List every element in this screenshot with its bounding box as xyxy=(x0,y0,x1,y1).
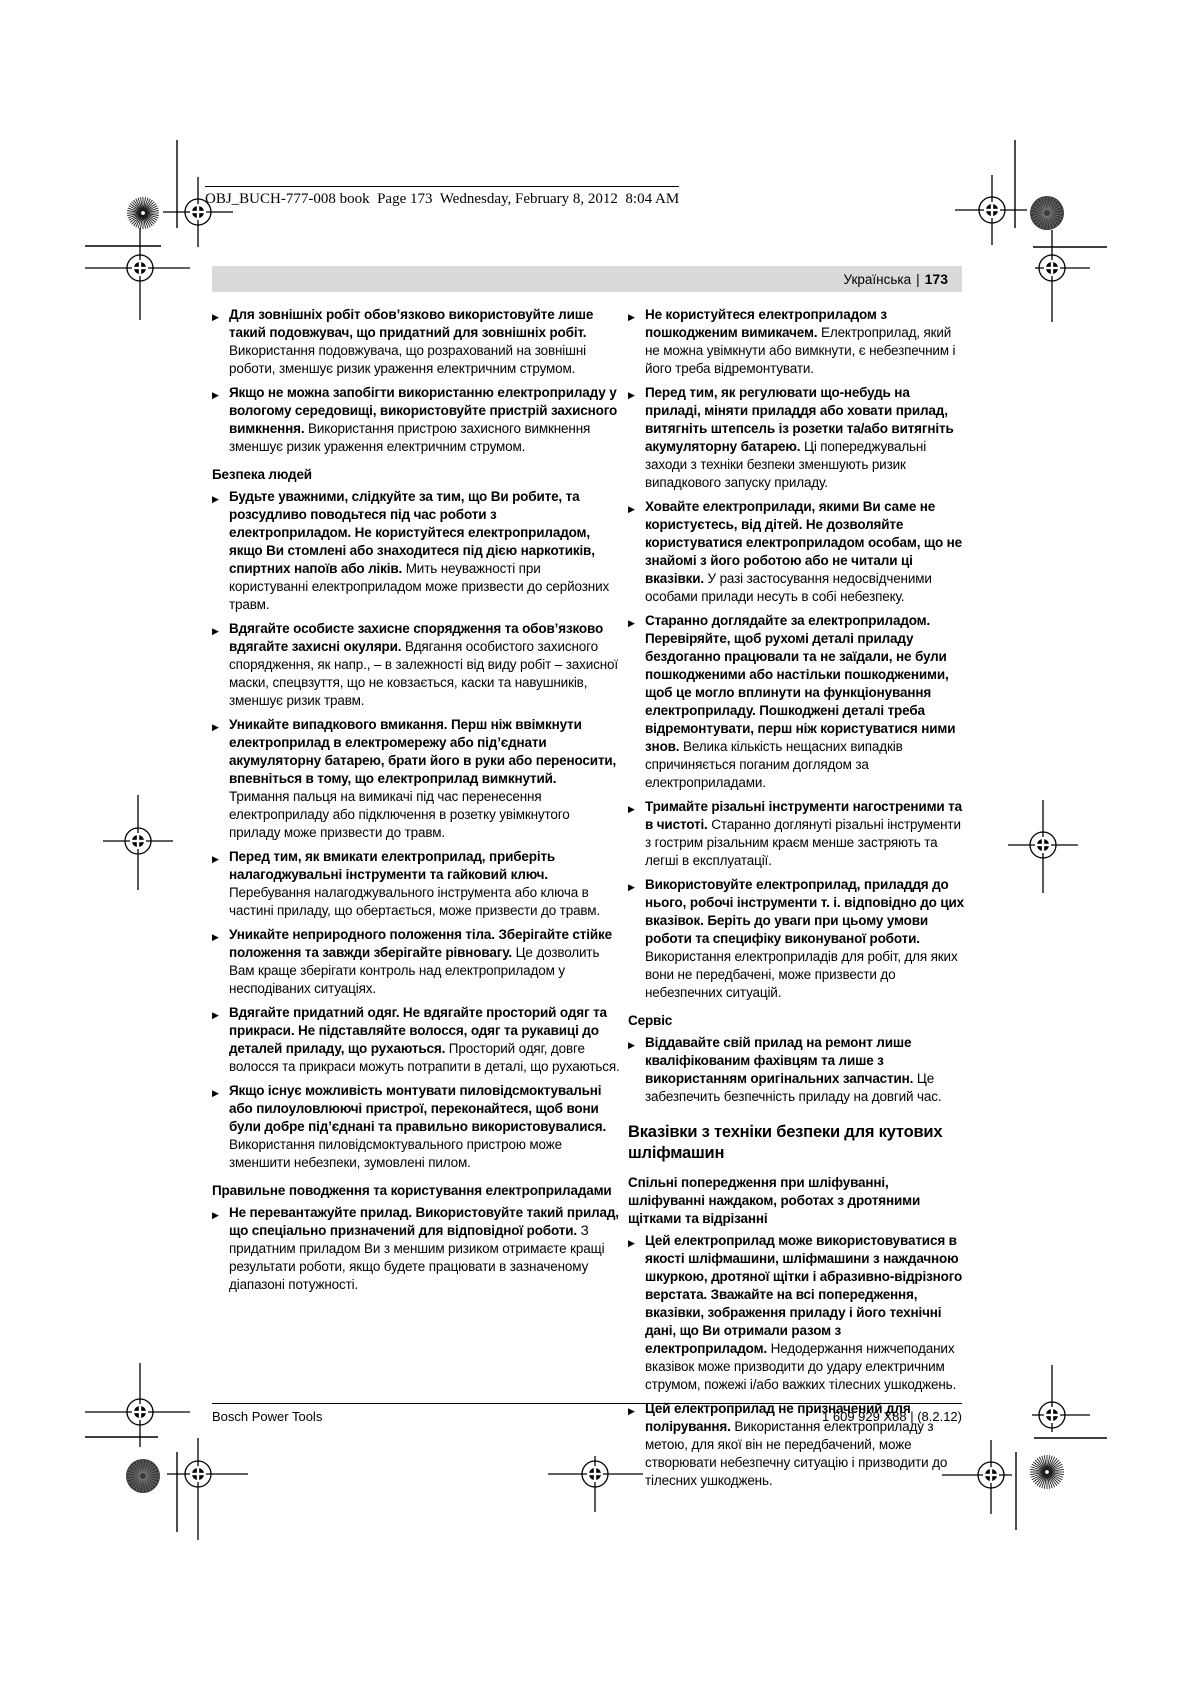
sub-heading: Сервіс xyxy=(628,1013,673,1028)
registration-crosshair-icon xyxy=(85,228,190,320)
registration-crosshair-icon xyxy=(1035,230,1090,322)
triangle-right-icon: ▶ xyxy=(212,390,219,400)
bullet-lead-bold: Перед тим, як регулювати що-небудь на приладі, міняти приладдя або ховати прилад, витягніть штепсель із розетки та/або витягніть акумуляторну батарею. xyxy=(645,385,954,454)
text-column-left xyxy=(212,306,620,1300)
triangle-right-icon: ▶ xyxy=(212,1010,219,1020)
bullet-lead-bold: Цей електроприлад не призначений для полірування. xyxy=(645,1401,911,1434)
bullet-lead-bold: Ховайте електроприлади, якими Ви саме не користуєтесь, від дітей. Не дозволяйте користуватися електроприладом особам, що не знайомі з його роботою або не читали ці вказівки. xyxy=(645,499,963,586)
triangle-right-icon: ▶ xyxy=(628,618,635,628)
bullet-body-text: Старанно доглянуті різальні інструменти з гострим різальним краєм менше застряють та легші в експлуатації. xyxy=(645,817,961,868)
bullet-body-text: Використання подовжувача, що розрахований на зовнішні роботи, зменшує ризик ураження електричним струмом. xyxy=(229,343,586,376)
triangle-right-icon: ▶ xyxy=(628,882,635,892)
bullet-body-text: Велика кількість нещасних випадків спричиняється поганим доглядом за електроприладами. xyxy=(645,739,903,790)
bullet-lead-bold: Вдягайте придатний одяг. Не вдягайте просторий одяг та прикраси. Не підставляйте волосся, одяг та рукавиці до деталей приладу, що рухаються. xyxy=(229,1005,607,1056)
bullet-body-text: Ці попереджувальні заходи з техніки безпеки зменшують ризик випадкового запуску приладу. xyxy=(645,439,927,490)
triangle-right-icon: ▶ xyxy=(628,504,635,514)
sub-heading: Спільні попередження при шліфуванні, шліфуванні наждаком, роботах з дротяними щітками та відрізанні xyxy=(628,1175,921,1226)
safety-bullet-item xyxy=(628,1232,964,1394)
bullet-lead-bold: Тримайте різальні інструменти нагостреними та в чистоті. xyxy=(645,799,962,832)
bullet-lead-bold: Вдягайте особисте захисне спорядження та обов’язково вдягайте захисні окуляри. xyxy=(229,621,604,654)
bullet-body-text: З придатним приладом Ви з меншим ризиком отримаєте кращі результати роботи, якщо будете працювати в зазначеному діапазоні потужності. xyxy=(229,1223,605,1292)
bullet-lead-bold: Будьте уважними, слідкуйте за тим, що Ви робите, та розсудливо поводьтеся під час роботи з електроприладом. Не користуйтеся електроприладом, якщо Ви стомлені або знаходитеся під дією наркотиків, спиртних напоїв або ліків. xyxy=(229,489,595,576)
registration-crosshair-icon xyxy=(1008,800,1078,893)
registration-crosshair-icon xyxy=(103,795,173,890)
bullet-lead-bold: Уникайте випадкового вмикання. Перш ніж ввімкнути електроприлад в електромережу або під’єднати акумуляторну батарею, брати його в руки або переносити, впевніться в тому, що електроприлад вимкнутий. xyxy=(229,717,617,786)
safety-bullet-item xyxy=(212,488,620,614)
bullet-body-text: У разі застосування недосвідченими особами прилади несуть в собі небезпеку. xyxy=(645,571,932,604)
triangle-right-icon: ▶ xyxy=(212,312,219,322)
safety-bullet-item xyxy=(212,1004,620,1076)
triangle-right-icon: ▶ xyxy=(628,804,635,814)
header-language-label: Українська xyxy=(843,271,912,287)
triangle-right-icon: ▶ xyxy=(628,312,635,322)
bullet-body-text: Електроприлад, який не можна увімкнути або вимкнути, є небезпечним і його треба відремонтувати. xyxy=(645,325,956,376)
safety-bullet-item xyxy=(212,716,620,842)
triangle-right-icon: ▶ xyxy=(628,1406,635,1416)
safety-bullet-item xyxy=(628,306,964,378)
bullet-body-text: Використання електроприладу з метою, для якої він не передбачений, може створювати небезпечну ситуацію і призводити до тілесних ушкоджень. xyxy=(645,1419,948,1488)
starburst-color-patch-icon xyxy=(127,197,159,229)
safety-bullet-item xyxy=(212,384,620,456)
triangle-right-icon: ▶ xyxy=(212,494,219,504)
starburst-color-patch-icon xyxy=(1030,1455,1064,1489)
bullet-body-text: Використання пристрою захисного вимкнення зменшує ризик ураження електричним струмом. xyxy=(229,421,591,454)
bullet-body-text: Мить неуважності при користуванні електроприладом може призвести до серйозних травм. xyxy=(229,561,610,612)
header-separator: | xyxy=(916,271,920,287)
triangle-right-icon: ▶ xyxy=(212,854,219,864)
safety-bullet-item xyxy=(212,1204,620,1294)
safety-bullet-item xyxy=(628,1034,964,1106)
sub-heading: Правильне поводження та користування електроприладами xyxy=(212,1183,612,1198)
triangle-right-icon: ▶ xyxy=(212,1088,219,1098)
bullet-lead-bold: Віддавайте свій прилад на ремонт лише кваліфікованим фахівцям та лише з використанням оригінальних запчастин. xyxy=(645,1035,917,1086)
safety-bullet-item xyxy=(628,798,964,870)
safety-bullet-item xyxy=(628,612,964,792)
safety-bullet-item xyxy=(212,848,620,920)
safety-bullet-item xyxy=(628,498,964,606)
footer-publisher: Bosch Power Tools xyxy=(212,1409,323,1424)
footer-doc-number: 1 609 929 X88 | (8.2.12) xyxy=(822,1409,962,1424)
footer-divider xyxy=(212,1403,962,1404)
bullet-lead-bold: Використовуйте електроприлад, приладдя до нього, робочі інструменти т. і. відповідно до цих вказівок. Беріть до уваги при цьому умови роботи та специфіку виконуваної роботи. xyxy=(645,877,964,946)
bullet-lead-bold: Не користуйтеся електроприладом з пошкодженим вимикачем. xyxy=(645,307,887,340)
registration-crosshair-icon xyxy=(85,1363,190,1447)
bullet-lead-bold: Старанно доглядайте за електроприладом. Перевіряйте, щоб рухомі деталі приладу бездоганно працювали та не заїдали, не були пошкодженими або настільки пошкодженими, щоб це могло вплинути на функціонування електроприладу. Пошкоджені деталі треба відремонтувати, перш ніж користуватися ними знов. xyxy=(645,613,956,754)
bullet-body-text: Недодержання нижчеподаних вказівок може призводити до удару електричним струмом, пожежі і/або важких тілесних ушкоджень. xyxy=(645,1341,957,1392)
bullet-lead-bold: Цей електроприлад може використовуватися в якості шліфмашини, шліфмашини з наждачною шкуркою, дротяної щітки і абразивно-відрізного верстата. Зважайте на всі попередження, вказівки, зображення приладу і його технічні дані, що Ви отримали разом з електроприладом. xyxy=(645,1233,963,1356)
sub-heading: Безпека людей xyxy=(212,467,312,482)
bullet-lead-bold: Для зовнішніх робіт обов’язково використовуйте лише такий подовжувач, що придатний для зовнішніх робіт. xyxy=(229,307,594,340)
triangle-right-icon: ▶ xyxy=(212,932,219,942)
triangle-right-icon: ▶ xyxy=(212,1210,219,1220)
bullet-body-text: Перебування налагоджувального інструмента або ключа в частині приладу, що обертається, може призвести до травм. xyxy=(229,885,601,918)
bullet-body-text: Просторий одяг, довге волосся та прикраси можуть потрапити в деталі, що рухаються. xyxy=(229,1041,620,1074)
safety-bullet-item xyxy=(212,1082,620,1172)
framemaker-banner: OBJ_BUCH-777-008 book Page 173 Wednesday, February 8, 2012 8:04 AM xyxy=(205,186,679,208)
page-header-bar xyxy=(212,266,962,292)
bullet-body-text: Вдягання особистого захисного спорядження, як напр., – в залежності від виду робіт – захисної маски, спецвзуття, що не ковзається, каски та навушників, зменшує ризик травм. xyxy=(229,639,618,708)
triangle-right-icon: ▶ xyxy=(628,390,635,400)
triangle-right-icon: ▶ xyxy=(212,722,219,732)
starburst-color-patch-icon xyxy=(126,1459,160,1493)
triangle-right-icon: ▶ xyxy=(212,626,219,636)
bullet-lead-bold: Уникайте неприродного положення тіла. Зберігайте стійке положення та завжди зберігайте рівновагу. xyxy=(229,927,612,960)
bullet-body-text: Це дозволить Вам краще зберігати контроль над електроприладом у несподіваних ситуаціях. xyxy=(229,945,600,996)
registration-crosshair-icon xyxy=(167,1438,248,1540)
starburst-color-patch-icon xyxy=(1030,196,1064,230)
section-heading: Вказівки з техніки безпеки для кутових шліфмашин xyxy=(628,1123,943,1162)
bullet-body-text: Тримання пальця на вимикачі під час перенесення електроприладу або підключення в розетку увімкнутого приладу може призвести до травм. xyxy=(229,789,570,840)
bullet-lead-bold: Не перевантажуйте прилад. Використовуйте такий прилад, що спеціально призначений для відповідної роботи. xyxy=(229,1205,619,1238)
triangle-right-icon: ▶ xyxy=(628,1238,635,1248)
registration-crosshair-icon xyxy=(1032,1365,1090,1432)
header-page-number: 173 xyxy=(924,271,948,287)
bullet-lead-bold: Якщо не можна запобігти використанню електроприладу у вологому середовищі, використовуйте пристрій захисного вимкнення. xyxy=(229,385,618,436)
safety-bullet-item xyxy=(212,620,620,710)
text-column-right xyxy=(628,306,964,1496)
safety-bullet-item xyxy=(628,876,964,1002)
safety-bullet-item xyxy=(212,306,620,378)
safety-bullet-item xyxy=(628,384,964,492)
triangle-right-icon: ▶ xyxy=(628,1040,635,1050)
bullet-lead-bold: Перед тим, як вмикати електроприлад, приберіть налагоджувальні інструменти та гайковий ключ. xyxy=(229,849,556,882)
registration-crosshair-icon xyxy=(955,175,1027,245)
bullet-body-text: Використання електроприладів для робіт, для яких вони не передбачені, може призвести до небезпечних ситуацій. xyxy=(645,949,958,1000)
bullet-body-text: Це забезпечить безпечність приладу на довгий час. xyxy=(645,1071,942,1104)
bullet-lead-bold: Якщо існує можливість монтувати пиловідсмоктувальні або пилоуловлюючі пристрої, переконайтеся, щоб вони були добре під’єднані та правильно використовувалися. xyxy=(229,1083,607,1134)
bullet-body-text: Використання пиловідсмоктувального пристрою може зменшити небезпеки, зумовлені пилом. xyxy=(229,1137,562,1170)
safety-bullet-item xyxy=(212,926,620,998)
